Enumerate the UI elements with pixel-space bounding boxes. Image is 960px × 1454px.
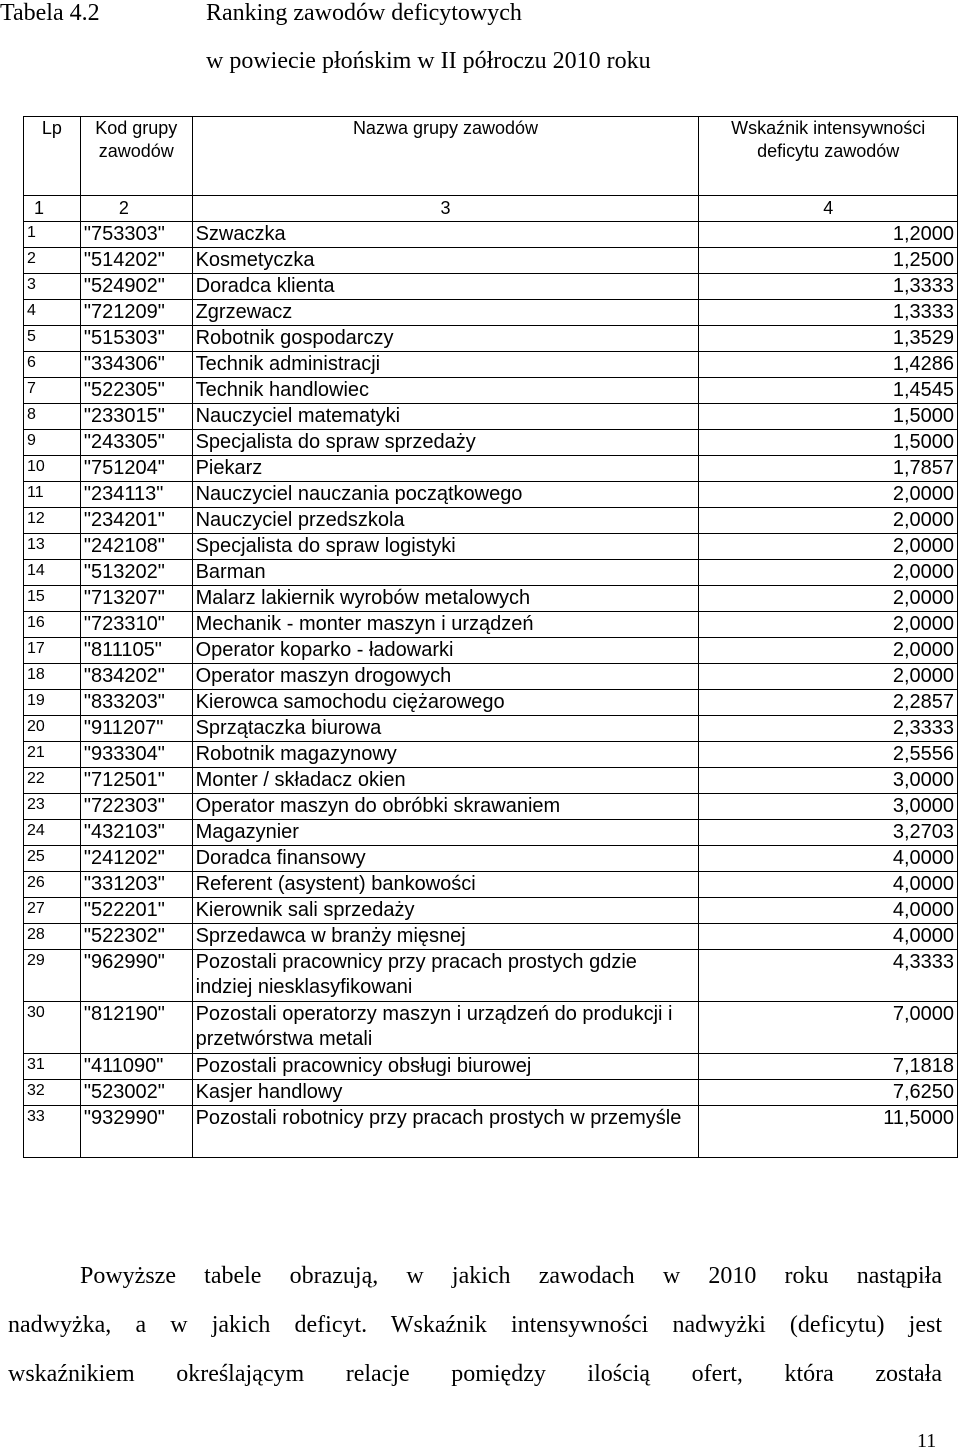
row-code: "241202" xyxy=(80,846,192,872)
row-lp: 22 xyxy=(24,768,81,794)
row-lp: 13 xyxy=(24,534,81,560)
row-lp: 23 xyxy=(24,794,81,820)
table-subtitle: w powiecie płońskim w II półroczu 2010 roku xyxy=(206,48,651,74)
header-index: Wskaźnik intensywności deficytu zawodów xyxy=(699,117,958,196)
table-row xyxy=(24,404,958,430)
table-row xyxy=(24,456,958,482)
row-lp: 31 xyxy=(24,1054,81,1080)
column-number-row xyxy=(24,196,958,222)
row-code: "411090" xyxy=(80,1054,192,1080)
row-name: Nauczyciel nauczania początkowego xyxy=(192,482,699,508)
table-row xyxy=(24,820,958,846)
row-name: Operator koparko - ładowarki xyxy=(192,638,699,664)
row-lp: 12 xyxy=(24,508,81,534)
table-row xyxy=(24,690,958,716)
row-lp: 10 xyxy=(24,456,81,482)
row-code: "811105" xyxy=(80,638,192,664)
row-name: Doradca finansowy xyxy=(192,846,699,872)
row-value: 1,2500 xyxy=(699,248,958,274)
column-number-1: 1 xyxy=(24,196,81,222)
row-value: 2,0000 xyxy=(699,508,958,534)
row-value: 4,0000 xyxy=(699,846,958,872)
row-lp: 6 xyxy=(24,352,81,378)
row-code: "911207" xyxy=(80,716,192,742)
row-name: Technik handlowiec xyxy=(192,378,699,404)
table-row xyxy=(24,248,958,274)
row-name: Doradca klienta xyxy=(192,274,699,300)
row-name: Robotnik gospodarczy xyxy=(192,326,699,352)
table-row xyxy=(24,274,958,300)
row-name: Kosmetyczka xyxy=(192,248,699,274)
table-row xyxy=(24,326,958,352)
row-name: Malarz lakiernik wyrobów metalowych xyxy=(192,586,699,612)
row-value: 11,5000 xyxy=(699,1106,958,1158)
row-lp: 1 xyxy=(24,222,81,248)
row-lp: 21 xyxy=(24,742,81,768)
row-name: Zgrzewacz xyxy=(192,300,699,326)
row-lp: 28 xyxy=(24,924,81,950)
row-lp: 7 xyxy=(24,378,81,404)
row-code: "523002" xyxy=(80,1080,192,1106)
row-lp: 26 xyxy=(24,872,81,898)
row-name: Sprzedawca w branży mięsnej xyxy=(192,924,699,950)
row-value: 2,0000 xyxy=(699,586,958,612)
row-lp: 29 xyxy=(24,950,81,1002)
table-row xyxy=(24,612,958,638)
row-code: "833203" xyxy=(80,690,192,716)
deficit-occupations-table xyxy=(23,116,958,1158)
row-name: Specjalista do spraw sprzedaży xyxy=(192,430,699,456)
row-value: 1,3333 xyxy=(699,274,958,300)
row-name: Operator maszyn drogowych xyxy=(192,664,699,690)
row-value: 2,0000 xyxy=(699,534,958,560)
row-value: 1,2000 xyxy=(699,222,958,248)
row-value: 2,0000 xyxy=(699,638,958,664)
table-row xyxy=(24,716,958,742)
row-lp: 4 xyxy=(24,300,81,326)
table-row xyxy=(24,534,958,560)
row-value: 2,3333 xyxy=(699,716,958,742)
row-code: "522302" xyxy=(80,924,192,950)
row-value: 2,0000 xyxy=(699,612,958,638)
row-lp: 17 xyxy=(24,638,81,664)
table-row xyxy=(24,222,958,248)
row-name: Nauczyciel matematyki xyxy=(192,404,699,430)
row-value: 3,0000 xyxy=(699,794,958,820)
header-name: Nazwa grupy zawodów xyxy=(192,117,699,196)
row-lp: 20 xyxy=(24,716,81,742)
table-row xyxy=(24,1106,958,1158)
row-name: Szwaczka xyxy=(192,222,699,248)
row-name: Robotnik magazynowy xyxy=(192,742,699,768)
table-row xyxy=(24,1002,958,1054)
paragraph-line: nadwyżka, a w jakich deficyt. Wskaźnik intensywności nadwyżki (deficytu) jest xyxy=(8,1312,942,1338)
table-row xyxy=(24,638,958,664)
row-code: "242108" xyxy=(80,534,192,560)
row-name: Specjalista do spraw logistyki xyxy=(192,534,699,560)
row-code: "331203" xyxy=(80,872,192,898)
table-row xyxy=(24,924,958,950)
row-value: 1,4286 xyxy=(699,352,958,378)
row-code: "722303" xyxy=(80,794,192,820)
row-value: 2,5556 xyxy=(699,742,958,768)
column-number-3: 3 xyxy=(192,196,699,222)
row-value: 3,0000 xyxy=(699,768,958,794)
table-row xyxy=(24,352,958,378)
row-name: Kasjer handlowy xyxy=(192,1080,699,1106)
table-row xyxy=(24,742,958,768)
table-title: Ranking zawodów deficytowych xyxy=(206,0,522,26)
row-name: Monter / składacz okien xyxy=(192,768,699,794)
row-name: Operator maszyn do obróbki skrawaniem xyxy=(192,794,699,820)
table-row xyxy=(24,560,958,586)
table-row xyxy=(24,430,958,456)
row-lp: 11 xyxy=(24,482,81,508)
row-name: Sprzątaczka biurowa xyxy=(192,716,699,742)
row-value: 1,3333 xyxy=(699,300,958,326)
row-value: 3,2703 xyxy=(699,820,958,846)
row-code: "753303" xyxy=(80,222,192,248)
row-name: Barman xyxy=(192,560,699,586)
row-lp: 2 xyxy=(24,248,81,274)
table-row xyxy=(24,664,958,690)
row-value: 7,0000 xyxy=(699,1002,958,1054)
row-code: "723310" xyxy=(80,612,192,638)
table-row xyxy=(24,794,958,820)
table-header-row xyxy=(24,117,958,196)
row-code: "751204" xyxy=(80,456,192,482)
row-code: "962990" xyxy=(80,950,192,1002)
row-name: Pozostali pracownicy przy pracach prostych gdzie indziej niesklasyfikowani xyxy=(192,950,699,1002)
table-row xyxy=(24,898,958,924)
row-code: "514202" xyxy=(80,248,192,274)
row-value: 4,0000 xyxy=(699,872,958,898)
row-value: 2,0000 xyxy=(699,482,958,508)
paragraph-line: wskaźnikiem określającym relacje pomiędzy ilością ofert, która została xyxy=(8,1361,942,1387)
row-lp: 9 xyxy=(24,430,81,456)
row-lp: 33 xyxy=(24,1106,81,1158)
row-code: "234201" xyxy=(80,508,192,534)
table-row xyxy=(24,950,958,1002)
row-value: 1,7857 xyxy=(699,456,958,482)
row-lp: 5 xyxy=(24,326,81,352)
row-value: 1,4545 xyxy=(699,378,958,404)
row-name: Magazynier xyxy=(192,820,699,846)
table-row xyxy=(24,378,958,404)
row-code: "812190" xyxy=(80,1002,192,1054)
row-value: 2,0000 xyxy=(699,560,958,586)
table-row xyxy=(24,586,958,612)
row-code: "834202" xyxy=(80,664,192,690)
column-number-2: 2 xyxy=(80,196,192,222)
row-code: "513202" xyxy=(80,560,192,586)
table-row xyxy=(24,872,958,898)
paragraph-line: Powyższe tabele obrazują, w jakich zawodach w 2010 roku nastąpiła xyxy=(80,1263,942,1289)
row-value: 4,0000 xyxy=(699,898,958,924)
row-name: Piekarz xyxy=(192,456,699,482)
row-name: Technik administracji xyxy=(192,352,699,378)
row-name: Nauczyciel przedszkola xyxy=(192,508,699,534)
row-name: Referent (asystent) bankowości xyxy=(192,872,699,898)
column-number-4: 4 xyxy=(699,196,958,222)
row-lp: 16 xyxy=(24,612,81,638)
row-code: "721209" xyxy=(80,300,192,326)
row-value: 4,3333 xyxy=(699,950,958,1002)
row-lp: 15 xyxy=(24,586,81,612)
row-lp: 14 xyxy=(24,560,81,586)
row-lp: 30 xyxy=(24,1002,81,1054)
table-row xyxy=(24,1080,958,1106)
row-name: Pozostali robotnicy przy pracach prostych w przemyśle xyxy=(192,1106,699,1158)
row-lp: 18 xyxy=(24,664,81,690)
row-value: 1,5000 xyxy=(699,404,958,430)
row-lp: 25 xyxy=(24,846,81,872)
row-lp: 27 xyxy=(24,898,81,924)
row-value: 7,6250 xyxy=(699,1080,958,1106)
row-value: 7,1818 xyxy=(699,1054,958,1080)
row-value: 1,5000 xyxy=(699,430,958,456)
row-code: "524902" xyxy=(80,274,192,300)
row-code: "233015" xyxy=(80,404,192,430)
table-caption-label: Tabela 4.2 xyxy=(0,0,100,26)
row-lp: 24 xyxy=(24,820,81,846)
table-row xyxy=(24,1054,958,1080)
row-code: "713207" xyxy=(80,586,192,612)
page-number: 11 xyxy=(917,1430,937,1452)
row-code: "522201" xyxy=(80,898,192,924)
row-code: "334306" xyxy=(80,352,192,378)
row-name: Mechanik - monter maszyn i urządzeń xyxy=(192,612,699,638)
table-row xyxy=(24,768,958,794)
body-paragraph xyxy=(8,1252,942,1399)
row-code: "432103" xyxy=(80,820,192,846)
row-value: 4,0000 xyxy=(699,924,958,950)
row-code: "515303" xyxy=(80,326,192,352)
row-code: "932990" xyxy=(80,1106,192,1158)
row-lp: 3 xyxy=(24,274,81,300)
table-row xyxy=(24,846,958,872)
row-code: "933304" xyxy=(80,742,192,768)
row-lp: 32 xyxy=(24,1080,81,1106)
row-value: 2,2857 xyxy=(699,690,958,716)
header-code: Kod grupy zawodów xyxy=(80,117,192,196)
row-name: Pozostali pracownicy obsługi biurowej xyxy=(192,1054,699,1080)
row-code: "712501" xyxy=(80,768,192,794)
row-name: Pozostali operatorzy maszyn i urządzeń do produkcji i przetwórstwa metali xyxy=(192,1002,699,1054)
header-lp: Lp xyxy=(24,117,81,196)
row-code: "234113" xyxy=(80,482,192,508)
table-row xyxy=(24,300,958,326)
row-name: Kierownik sali sprzedaży xyxy=(192,898,699,924)
row-lp: 19 xyxy=(24,690,81,716)
table-row xyxy=(24,508,958,534)
row-code: "522305" xyxy=(80,378,192,404)
row-name: Kierowca samochodu ciężarowego xyxy=(192,690,699,716)
row-value: 1,3529 xyxy=(699,326,958,352)
table-row xyxy=(24,482,958,508)
row-value: 2,0000 xyxy=(699,664,958,690)
row-code: "243305" xyxy=(80,430,192,456)
row-lp: 8 xyxy=(24,404,81,430)
